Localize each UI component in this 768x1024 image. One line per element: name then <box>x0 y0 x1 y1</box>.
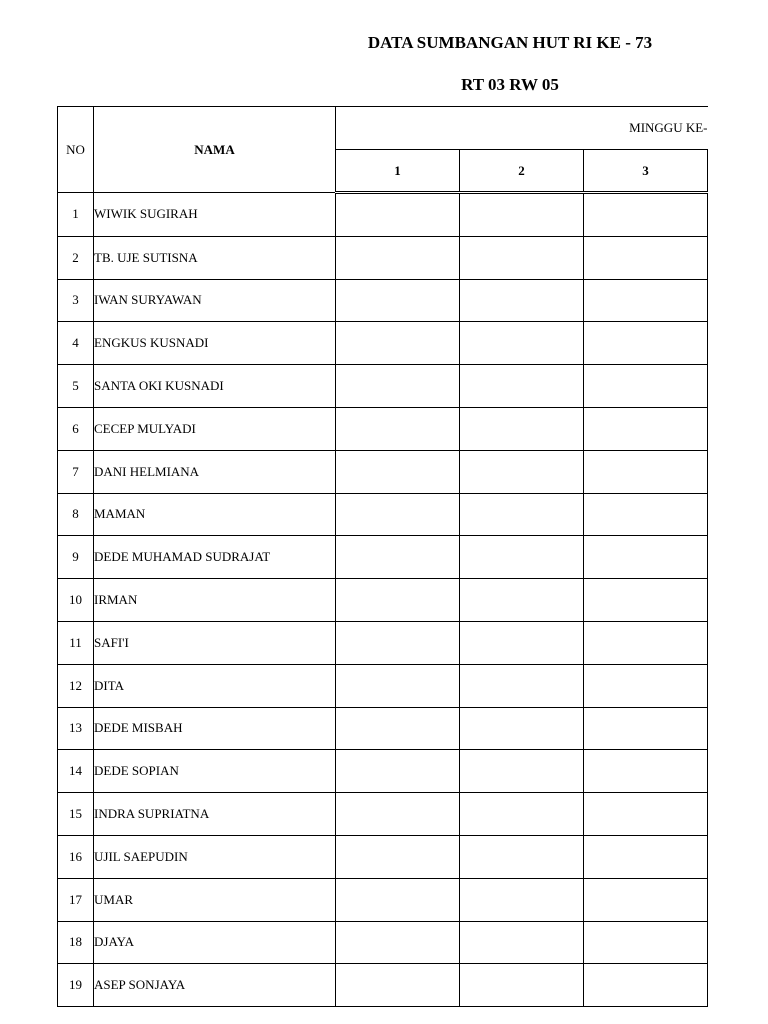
week-3-cell <box>584 193 708 237</box>
week-3-cell <box>584 536 708 579</box>
row-name: WIWIK SUGIRAH <box>94 193 336 237</box>
week-1-cell <box>336 493 460 536</box>
week-3-cell <box>584 707 708 750</box>
row-name: ASEP SONJAYA <box>94 964 336 1007</box>
header-nama: NAMA <box>94 107 336 193</box>
week-1-cell <box>336 664 460 707</box>
week-3-cell <box>584 921 708 964</box>
week-1-cell <box>336 193 460 237</box>
week-2-cell <box>460 707 584 750</box>
table-header-row <box>58 107 708 150</box>
week-3-cell <box>584 621 708 664</box>
contribution-table <box>57 106 708 1007</box>
week-2-cell <box>460 579 584 622</box>
week-3-cell <box>584 322 708 365</box>
table-row <box>58 365 708 408</box>
row-number: 17 <box>58 878 94 921</box>
row-name: DANI HELMIANA <box>94 450 336 493</box>
week-2-cell <box>460 964 584 1007</box>
row-number: 13 <box>58 707 94 750</box>
row-number: 11 <box>58 621 94 664</box>
table-row <box>58 407 708 450</box>
table-row <box>58 793 708 836</box>
row-number: 9 <box>58 536 94 579</box>
week-2-cell <box>460 279 584 322</box>
week-3-cell <box>584 450 708 493</box>
header-no: NO <box>58 107 94 193</box>
week-1-cell <box>336 835 460 878</box>
week-2-cell <box>460 450 584 493</box>
table-row <box>58 536 708 579</box>
week-3-cell <box>584 365 708 408</box>
table-row <box>58 964 708 1007</box>
week-3-cell <box>584 236 708 279</box>
week-1-cell <box>336 579 460 622</box>
week-2-cell <box>460 536 584 579</box>
table-row <box>58 664 708 707</box>
week-1-cell <box>336 236 460 279</box>
week-3-cell <box>584 793 708 836</box>
row-name: MAMAN <box>94 493 336 536</box>
row-name: UMAR <box>94 878 336 921</box>
table-row <box>58 878 708 921</box>
week-3-cell <box>584 279 708 322</box>
table-row <box>58 236 708 279</box>
row-name: DEDE SOPIAN <box>94 750 336 793</box>
week-2-cell <box>460 793 584 836</box>
week-2-cell <box>460 407 584 450</box>
table-row <box>58 279 708 322</box>
row-number: 19 <box>58 964 94 1007</box>
week-3-cell <box>584 750 708 793</box>
row-number: 8 <box>58 493 94 536</box>
row-number: 3 <box>58 279 94 322</box>
row-name: UJIL SAEPUDIN <box>94 835 336 878</box>
week-2-cell <box>460 878 584 921</box>
table-row <box>58 579 708 622</box>
week-3-cell <box>584 964 708 1007</box>
row-number: 18 <box>58 921 94 964</box>
header-week-3: 3 <box>584 150 708 193</box>
week-2-cell <box>460 322 584 365</box>
week-2-cell <box>460 835 584 878</box>
header-week-2: 2 <box>460 150 584 193</box>
page-title: DATA SUMBANGAN HUT RI KE - 73 <box>367 33 653 52</box>
row-number: 16 <box>58 835 94 878</box>
week-1-cell <box>336 793 460 836</box>
row-name: CECEP MULYADI <box>94 407 336 450</box>
row-name: IWAN SURYAWAN <box>94 279 336 322</box>
week-1-cell <box>336 407 460 450</box>
table-row <box>58 707 708 750</box>
week-1-cell <box>336 964 460 1007</box>
row-name: SAFI'I <box>94 621 336 664</box>
week-1-cell <box>336 921 460 964</box>
table-row <box>58 322 708 365</box>
week-2-cell <box>460 193 584 237</box>
table-row <box>58 750 708 793</box>
week-2-cell <box>460 236 584 279</box>
header-minggu: MINGGU KE- <box>336 107 708 150</box>
row-number: 6 <box>58 407 94 450</box>
row-number: 5 <box>58 365 94 408</box>
page-subtitle: RT 03 RW 05 <box>461 75 559 94</box>
row-number: 4 <box>58 322 94 365</box>
table-row <box>58 921 708 964</box>
week-1-cell <box>336 707 460 750</box>
row-number: 14 <box>58 750 94 793</box>
row-name: DJAYA <box>94 921 336 964</box>
row-number: 10 <box>58 579 94 622</box>
week-1-cell <box>336 322 460 365</box>
week-1-cell <box>336 878 460 921</box>
week-3-cell <box>584 835 708 878</box>
row-number: 1 <box>58 193 94 237</box>
table-row <box>58 493 708 536</box>
row-name: DEDE MUHAMAD SUDRAJAT <box>94 536 336 579</box>
row-number: 15 <box>58 793 94 836</box>
week-3-cell <box>584 878 708 921</box>
row-name: SANTA OKI KUSNADI <box>94 365 336 408</box>
row-name: DITA <box>94 664 336 707</box>
week-3-cell <box>584 579 708 622</box>
table-row <box>58 621 708 664</box>
table-row <box>58 450 708 493</box>
row-number: 2 <box>58 236 94 279</box>
week-1-cell <box>336 536 460 579</box>
week-2-cell <box>460 921 584 964</box>
row-number: 7 <box>58 450 94 493</box>
week-2-cell <box>460 365 584 408</box>
week-1-cell <box>336 450 460 493</box>
week-3-cell <box>584 407 708 450</box>
week-2-cell <box>460 621 584 664</box>
week-1-cell <box>336 750 460 793</box>
week-2-cell <box>460 493 584 536</box>
week-3-cell <box>584 664 708 707</box>
row-number: 12 <box>58 664 94 707</box>
week-2-cell <box>460 750 584 793</box>
row-name: DEDE MISBAH <box>94 707 336 750</box>
week-1-cell <box>336 279 460 322</box>
row-name: ENGKUS KUSNADI <box>94 322 336 365</box>
table-row <box>58 835 708 878</box>
week-3-cell <box>584 493 708 536</box>
row-name: IRMAN <box>94 579 336 622</box>
header-week-1: 1 <box>336 150 460 193</box>
row-name: INDRA SUPRIATNA <box>94 793 336 836</box>
week-1-cell <box>336 621 460 664</box>
table-row <box>58 193 708 237</box>
week-2-cell <box>460 664 584 707</box>
row-name: TB. UJE SUTISNA <box>94 236 336 279</box>
week-1-cell <box>336 365 460 408</box>
